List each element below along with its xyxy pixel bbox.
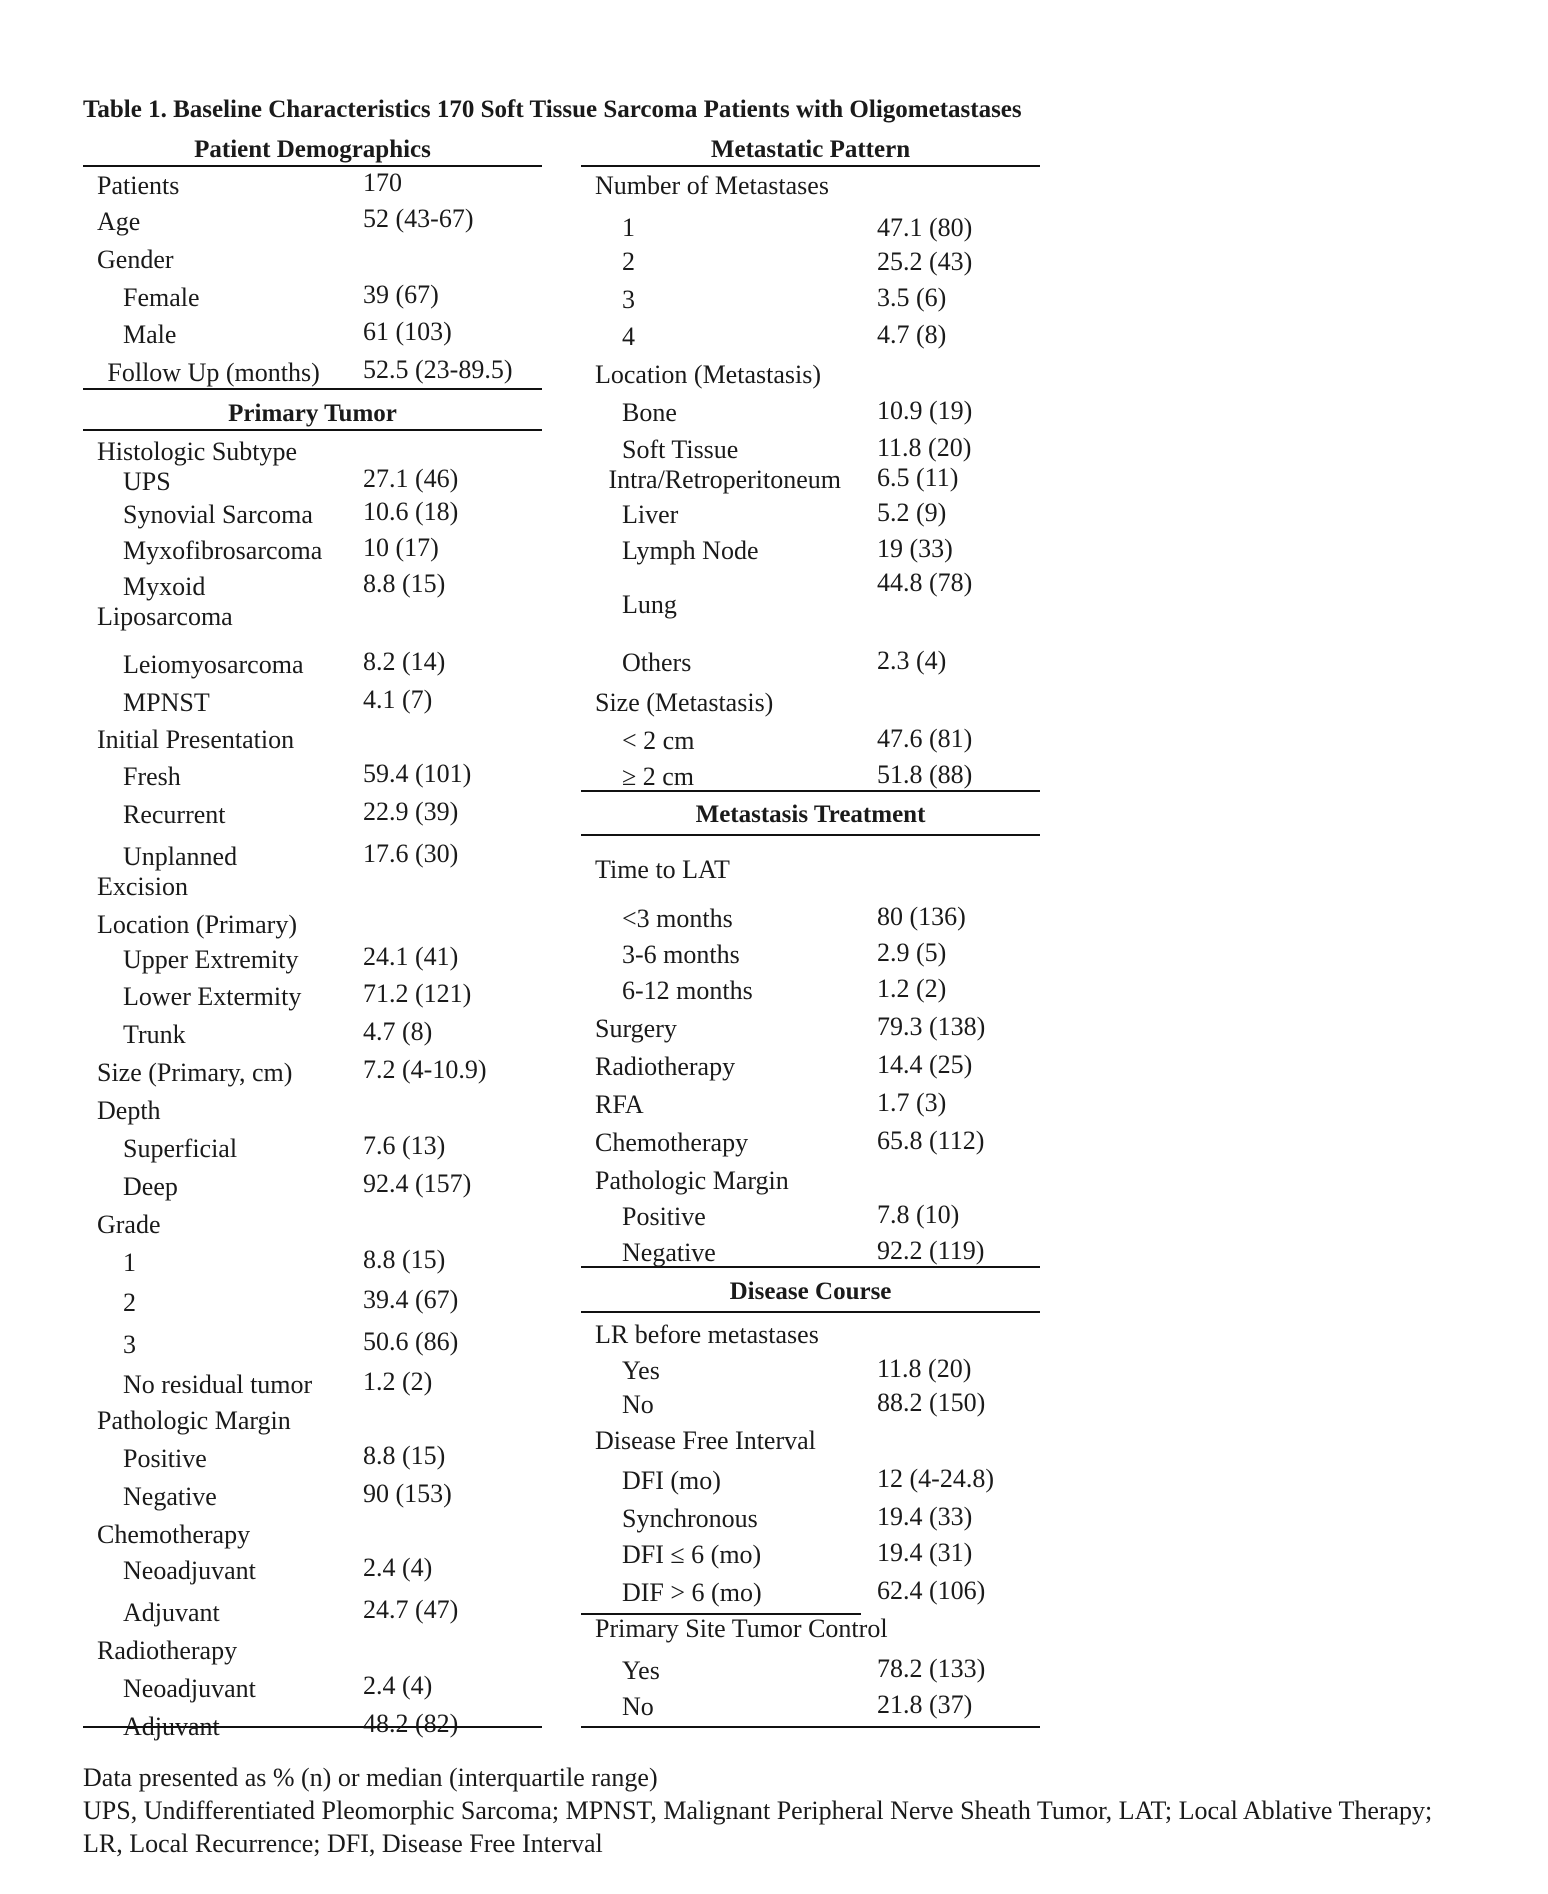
row-value: 12 (4-24.8) <box>877 1464 994 1493</box>
row-label: Upper Extremity <box>123 945 299 974</box>
row-value: 5.2 (9) <box>877 498 947 527</box>
row-value: 39 (67) <box>363 280 439 309</box>
row-value: 8.2 (14) <box>363 647 446 676</box>
row-value: 52 (43-67) <box>363 204 474 233</box>
section-header: Patient Demographics <box>194 136 431 163</box>
row-label: Soft Tissue <box>622 435 739 464</box>
header-rule <box>83 429 542 431</box>
row-value: 8.8 (15) <box>363 569 446 598</box>
row-label: Male <box>123 320 177 349</box>
row-label: Pathologic Margin <box>97 1406 291 1435</box>
footnote-data-format: Data presented as % (n) or median (interquartile range) <box>83 1763 658 1792</box>
row-value: 39.4 (67) <box>363 1285 459 1314</box>
footnote-abbreviations-1: UPS, Undifferentiated Pleomorphic Sarcoma; MPNST, Malignant Peripheral Nerve Sheath Tumor, LAT; Local Ablative Therapy; <box>83 1796 1433 1825</box>
row-value: 24.7 (47) <box>363 1595 459 1624</box>
row-label: UPS <box>123 467 171 496</box>
section-header: Primary Tumor <box>228 400 397 427</box>
footnote-abbreviations-2: LR, Local Recurrence; DFI, Disease Free Interval <box>83 1829 603 1858</box>
row-label: Surgery <box>595 1014 677 1043</box>
row-label: Initial Presentation <box>97 725 295 754</box>
row-label: Intra/Retroperitoneum <box>608 465 841 494</box>
row-label: Negative <box>622 1238 716 1267</box>
row-label: Number of Metastases <box>595 171 829 200</box>
row-value: 47.6 (81) <box>877 724 973 753</box>
row-label: Female <box>123 283 200 312</box>
row-value: 17.6 (30) <box>363 839 459 868</box>
row-label: Time to LAT <box>595 855 730 884</box>
row-value: 8.8 (15) <box>363 1245 446 1274</box>
row-label: Myxofibrosarcoma <box>123 536 323 565</box>
row-value: 10.9 (19) <box>877 396 973 425</box>
row-value: 50.6 (86) <box>363 1327 459 1356</box>
row-value: 51.8 (88) <box>877 760 973 789</box>
row-label: Location (Metastasis) <box>595 360 821 389</box>
row-label: DFI (mo) <box>622 1466 721 1495</box>
row-label: Radiotherapy <box>97 1636 238 1665</box>
row-label: Bone <box>622 398 677 427</box>
row-value: 11.8 (20) <box>877 1354 972 1383</box>
row-label: Positive <box>123 1444 207 1473</box>
row-value: 10 (17) <box>363 533 439 562</box>
section-header: Metastatic Pattern <box>710 136 911 163</box>
section-header: Disease Course <box>729 1278 892 1305</box>
row-label: Disease Free Interval <box>595 1426 816 1455</box>
row-label: Unplanned <box>123 842 238 871</box>
row-value: 1.7 (3) <box>877 1088 947 1117</box>
row-value: 4.7 (8) <box>363 1017 433 1046</box>
left-column <box>83 0 542 1894</box>
row-label: Neoadjuvant <box>123 1674 256 1703</box>
sub-rule <box>581 1613 861 1615</box>
section-rule <box>581 790 1040 792</box>
row-label: Adjuvant <box>123 1598 220 1627</box>
row-value: 2.9 (5) <box>877 938 947 967</box>
section-header: Metastasis Treatment <box>695 801 926 828</box>
row-value: 48.2 (82) <box>363 1709 459 1738</box>
row-label: Trunk <box>123 1020 186 1049</box>
row-label: Neoadjuvant <box>123 1556 256 1585</box>
row-label: No <box>622 1692 654 1721</box>
row-label: Liver <box>622 500 679 529</box>
row-value: 27.1 (46) <box>363 464 459 493</box>
row-label: Size (Primary, cm) <box>97 1058 293 1087</box>
row-value: 80 (136) <box>877 902 966 931</box>
row-value: 2.4 (4) <box>363 1671 433 1700</box>
row-label-continued: Excision <box>97 872 188 901</box>
row-label: Positive <box>622 1202 706 1231</box>
row-value: 10.6 (18) <box>363 497 459 526</box>
row-value: 88.2 (150) <box>877 1388 986 1417</box>
row-value: 25.2 (43) <box>877 247 973 276</box>
row-value: 1.2 (2) <box>877 974 947 1003</box>
row-value: 62.4 (106) <box>877 1576 986 1605</box>
row-value: 1.2 (2) <box>363 1367 433 1396</box>
row-label: 3-6 months <box>622 940 740 969</box>
row-label: 2 <box>123 1288 136 1317</box>
row-value: 22.9 (39) <box>363 797 459 826</box>
row-label: 6-12 months <box>622 976 753 1005</box>
row-label: Radiotherapy <box>595 1052 736 1081</box>
row-label: Gender <box>97 245 174 274</box>
row-value: 11.8 (20) <box>877 433 972 462</box>
row-label: Patients <box>97 171 180 200</box>
row-label: RFA <box>595 1090 644 1119</box>
row-label: Chemotherapy <box>97 1520 251 1549</box>
row-value: 19 (33) <box>877 534 953 563</box>
row-value: 65.8 (112) <box>877 1126 985 1155</box>
header-rule <box>581 834 1040 836</box>
row-value: 6.5 (11) <box>877 463 959 492</box>
row-label: Synchronous <box>622 1504 758 1533</box>
row-value: 92.4 (157) <box>363 1169 472 1198</box>
row-value: 21.8 (37) <box>877 1690 973 1719</box>
row-label: Grade <box>97 1210 161 1239</box>
row-value: 4.7 (8) <box>877 320 947 349</box>
row-label: Primary Site Tumor Control <box>595 1614 888 1643</box>
row-label: No <box>622 1390 654 1419</box>
row-label: Synovial Sarcoma <box>123 500 313 529</box>
row-label: Leiomyosarcoma <box>123 650 304 679</box>
row-label: No residual tumor <box>123 1370 313 1399</box>
row-label: Superficial <box>123 1134 238 1163</box>
row-label: <3 months <box>622 904 733 933</box>
row-value: 52.5 (23-89.5) <box>363 355 513 384</box>
row-label: Fresh <box>123 762 181 791</box>
row-label: Follow Up (months) <box>107 358 320 387</box>
row-value: 19.4 (33) <box>877 1502 973 1531</box>
row-value: 92.2 (119) <box>877 1236 985 1265</box>
row-value: 170 <box>363 168 402 197</box>
row-value: 8.8 (15) <box>363 1441 446 1470</box>
section-rule <box>581 1266 1040 1268</box>
row-label: DIF > 6 (mo) <box>622 1578 762 1607</box>
row-value: 61 (103) <box>363 317 452 346</box>
row-label: Histologic Subtype <box>97 437 298 466</box>
right-column <box>581 0 1040 1894</box>
row-label: Others <box>622 648 692 677</box>
row-label: Yes <box>622 1656 660 1685</box>
row-label: Lymph Node <box>622 536 759 565</box>
header-rule <box>581 1311 1040 1313</box>
row-label: 2 <box>622 247 635 276</box>
row-label: 1 <box>622 213 635 242</box>
row-label: 3 <box>123 1330 136 1359</box>
row-label: Lower Extermity <box>123 982 302 1011</box>
row-label: 1 <box>123 1248 136 1277</box>
header-rule <box>581 165 1040 167</box>
header-rule <box>83 165 542 167</box>
row-value: 71.2 (121) <box>363 979 472 1008</box>
row-value: 90 (153) <box>363 1479 452 1508</box>
row-value: 7.6 (13) <box>363 1131 446 1160</box>
bottom-rule <box>83 1726 542 1728</box>
row-label: Lung <box>622 590 677 619</box>
row-label: Chemotherapy <box>595 1128 749 1157</box>
row-label: MPNST <box>123 688 210 717</box>
row-label: Age <box>97 207 141 236</box>
row-value: 2.3 (4) <box>877 646 947 675</box>
bottom-rule <box>581 1726 1040 1728</box>
row-label: Recurrent <box>123 800 226 829</box>
row-value: 19.4 (31) <box>877 1538 973 1567</box>
row-value: 78.2 (133) <box>877 1654 986 1683</box>
row-label: Size (Metastasis) <box>595 688 774 717</box>
row-label: 3 <box>622 285 635 314</box>
row-label: Depth <box>97 1096 161 1125</box>
row-label: 4 <box>622 322 635 351</box>
row-value: 2.4 (4) <box>363 1553 433 1582</box>
section-rule <box>83 388 542 390</box>
row-label: Pathologic Margin <box>595 1166 789 1195</box>
row-label: Yes <box>622 1356 660 1385</box>
row-value: 3.5 (6) <box>877 283 947 312</box>
row-label: Location (Primary) <box>97 910 297 939</box>
row-label: Adjuvant <box>123 1712 220 1741</box>
row-label: LR before metastases <box>595 1320 819 1349</box>
row-label: Myxoid <box>123 572 206 601</box>
row-label: ≥ 2 cm <box>622 762 695 791</box>
row-value: 7.2 (4-10.9) <box>363 1055 487 1084</box>
row-value: 7.8 (10) <box>877 1200 960 1229</box>
row-label: DFI ≤ 6 (mo) <box>622 1540 762 1569</box>
table-title: Table 1. Baseline Characteristics 170 Soft Tissue Sarcoma Patients with Oligometastases <box>83 96 1022 123</box>
row-label: Deep <box>123 1172 178 1201</box>
row-label: Negative <box>123 1482 217 1511</box>
row-value: 4.1 (7) <box>363 685 433 714</box>
row-label-continued: Liposarcoma <box>97 602 233 631</box>
row-value: 79.3 (138) <box>877 1012 986 1041</box>
row-label: < 2 cm <box>622 726 695 755</box>
row-value: 24.1 (41) <box>363 942 459 971</box>
row-value: 14.4 (25) <box>877 1050 973 1079</box>
row-value: 47.1 (80) <box>877 213 973 242</box>
row-value: 59.4 (101) <box>363 759 472 788</box>
row-value: 44.8 (78) <box>877 568 973 597</box>
